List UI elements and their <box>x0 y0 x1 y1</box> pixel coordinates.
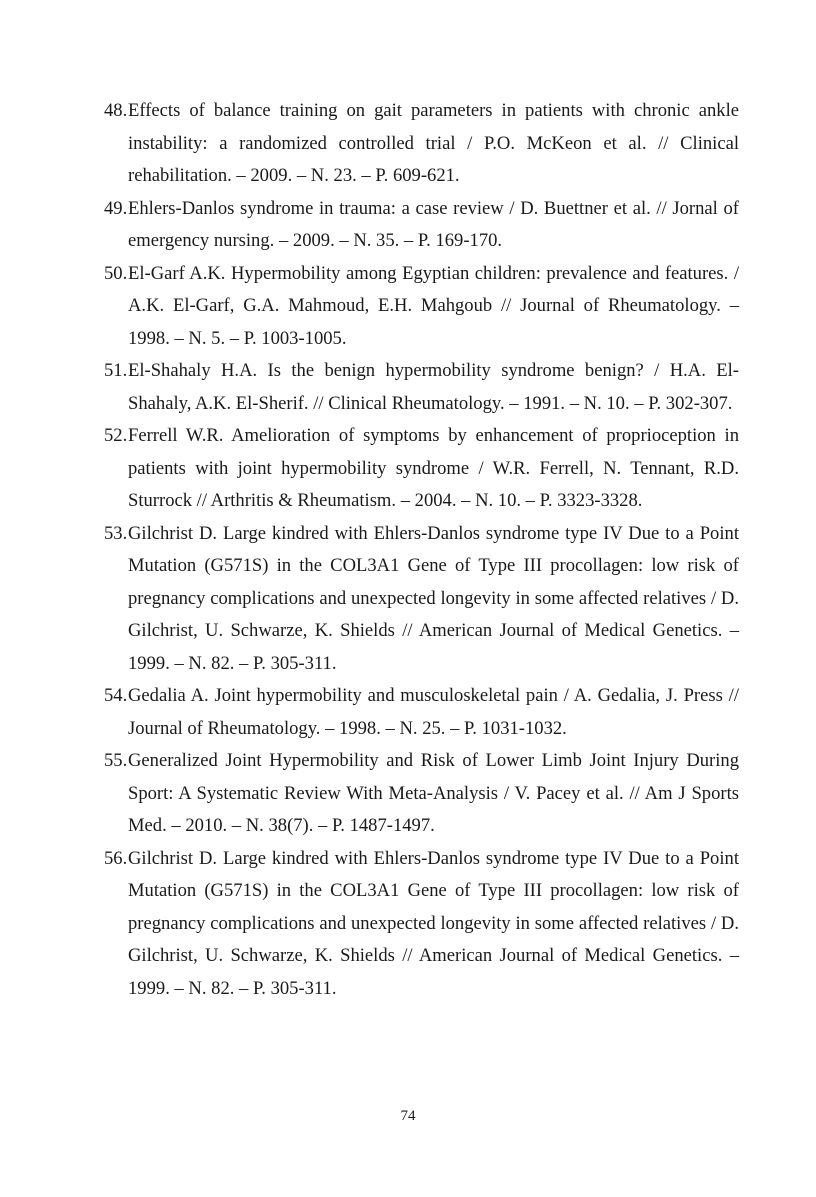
reference-item <box>104 193 739 258</box>
reference-text: El-Shahaly H.A. Is the benign hypermobility syndrome benign? / H.A. El-Shahaly, A.K. El-Sherif. // Clinical Rheumatology. – 1991. – N. 10. – P. 302-307. <box>128 360 739 414</box>
reference-number: 48. <box>104 100 128 121</box>
reference-text: Generalized Joint Hypermobility and Risk of Lower Limb Joint Injury During Sport: A Systematic Review With Meta-Analysis / V. Pacey et al. // Am J Sports Med. – 2010. – N. 38(7). – P. 1487-1497. <box>128 750 739 836</box>
reference-number: 53. <box>104 522 128 544</box>
reference-number: 49. <box>104 197 128 219</box>
reference-number: 54. <box>104 685 128 706</box>
page-number: 74 <box>400 1108 416 1124</box>
reference-text: Ehlers-Danlos syndrome in trauma: a case review / D. Buettner et al. // Jornal of emergency nursing. – 2009. – N. 35. – P. 169-170. <box>128 197 739 251</box>
reference-item <box>104 95 739 193</box>
reference-item <box>104 518 739 681</box>
reference-text: Gilchrist D. Large kindred with Ehlers-Danlos syndrome type IV Due to a Point Mutation (G571S) in the COL3A1 Gene of Type III procollagen: low risk of pregnancy complications and unexpected longevity in some affected relatives / D. Gilchrist, U. Schwarze, K. Shields // American Journal of Medical Genetics. – 1999. – N. 82. – P. 305-311. <box>128 522 739 674</box>
reference-item <box>104 355 739 420</box>
reference-text: Gilchrist D. Large kindred with Ehlers-Danlos syndrome type IV Due to a Point Mutation (G571S) in the COL3A1 Gene of Type III procollagen: low risk of pregnancy complications and unexpected longevity in some affected relatives / D. Gilchrist, U. Schwarze, K. Shields // American Journal of Medical Genetics. – 1999. – N. 82. – P. 305-311. <box>128 847 739 999</box>
reference-item <box>104 420 739 518</box>
reference-text: Ferrell W.R. Amelioration of symptoms by enhancement of proprioception in patients with joint hypermobility syndrome / W.R. Ferrell, N. Tennant, R.D. Sturrock // Arthritis & Rheumatism. – 2004. – N. 10. – P. 3323-3328. <box>128 425 739 511</box>
reference-text: Gedalia A. Joint hypermobility and musculoskeletal pain / A. Gedalia, J. Press // Journal of Rheumatology. – 1998. – N. 25. – P. 1031-1032. <box>128 685 739 739</box>
reference-item <box>104 843 739 1006</box>
reference-number: 50. <box>104 262 128 284</box>
reference-text: Effects of balance training on gait parameters in patients with chronic ankle instability: a randomized controlled trial / P.O. McKeon et al. // Clinical rehabilitation. – 2009. – N. 23. – P. 609-621. <box>128 100 739 186</box>
reference-number: 51. <box>104 360 128 381</box>
reference-number: 52. <box>104 425 128 446</box>
reference-item <box>104 680 739 745</box>
reference-item <box>104 745 739 843</box>
reference-number: 55. <box>104 750 128 771</box>
reference-number: 56. <box>104 847 128 869</box>
reference-text: El-Garf A.K. Hypermobility among Egyptian children: prevalence and features. / A.K. El-Garf, G.A. Mahmoud, E.H. Mahgoub // Journal of Rheumatology. – 1998. – N. 5. – P. 1003-1005. <box>128 262 739 349</box>
reference-item <box>104 258 739 356</box>
reference-list <box>104 95 739 1005</box>
